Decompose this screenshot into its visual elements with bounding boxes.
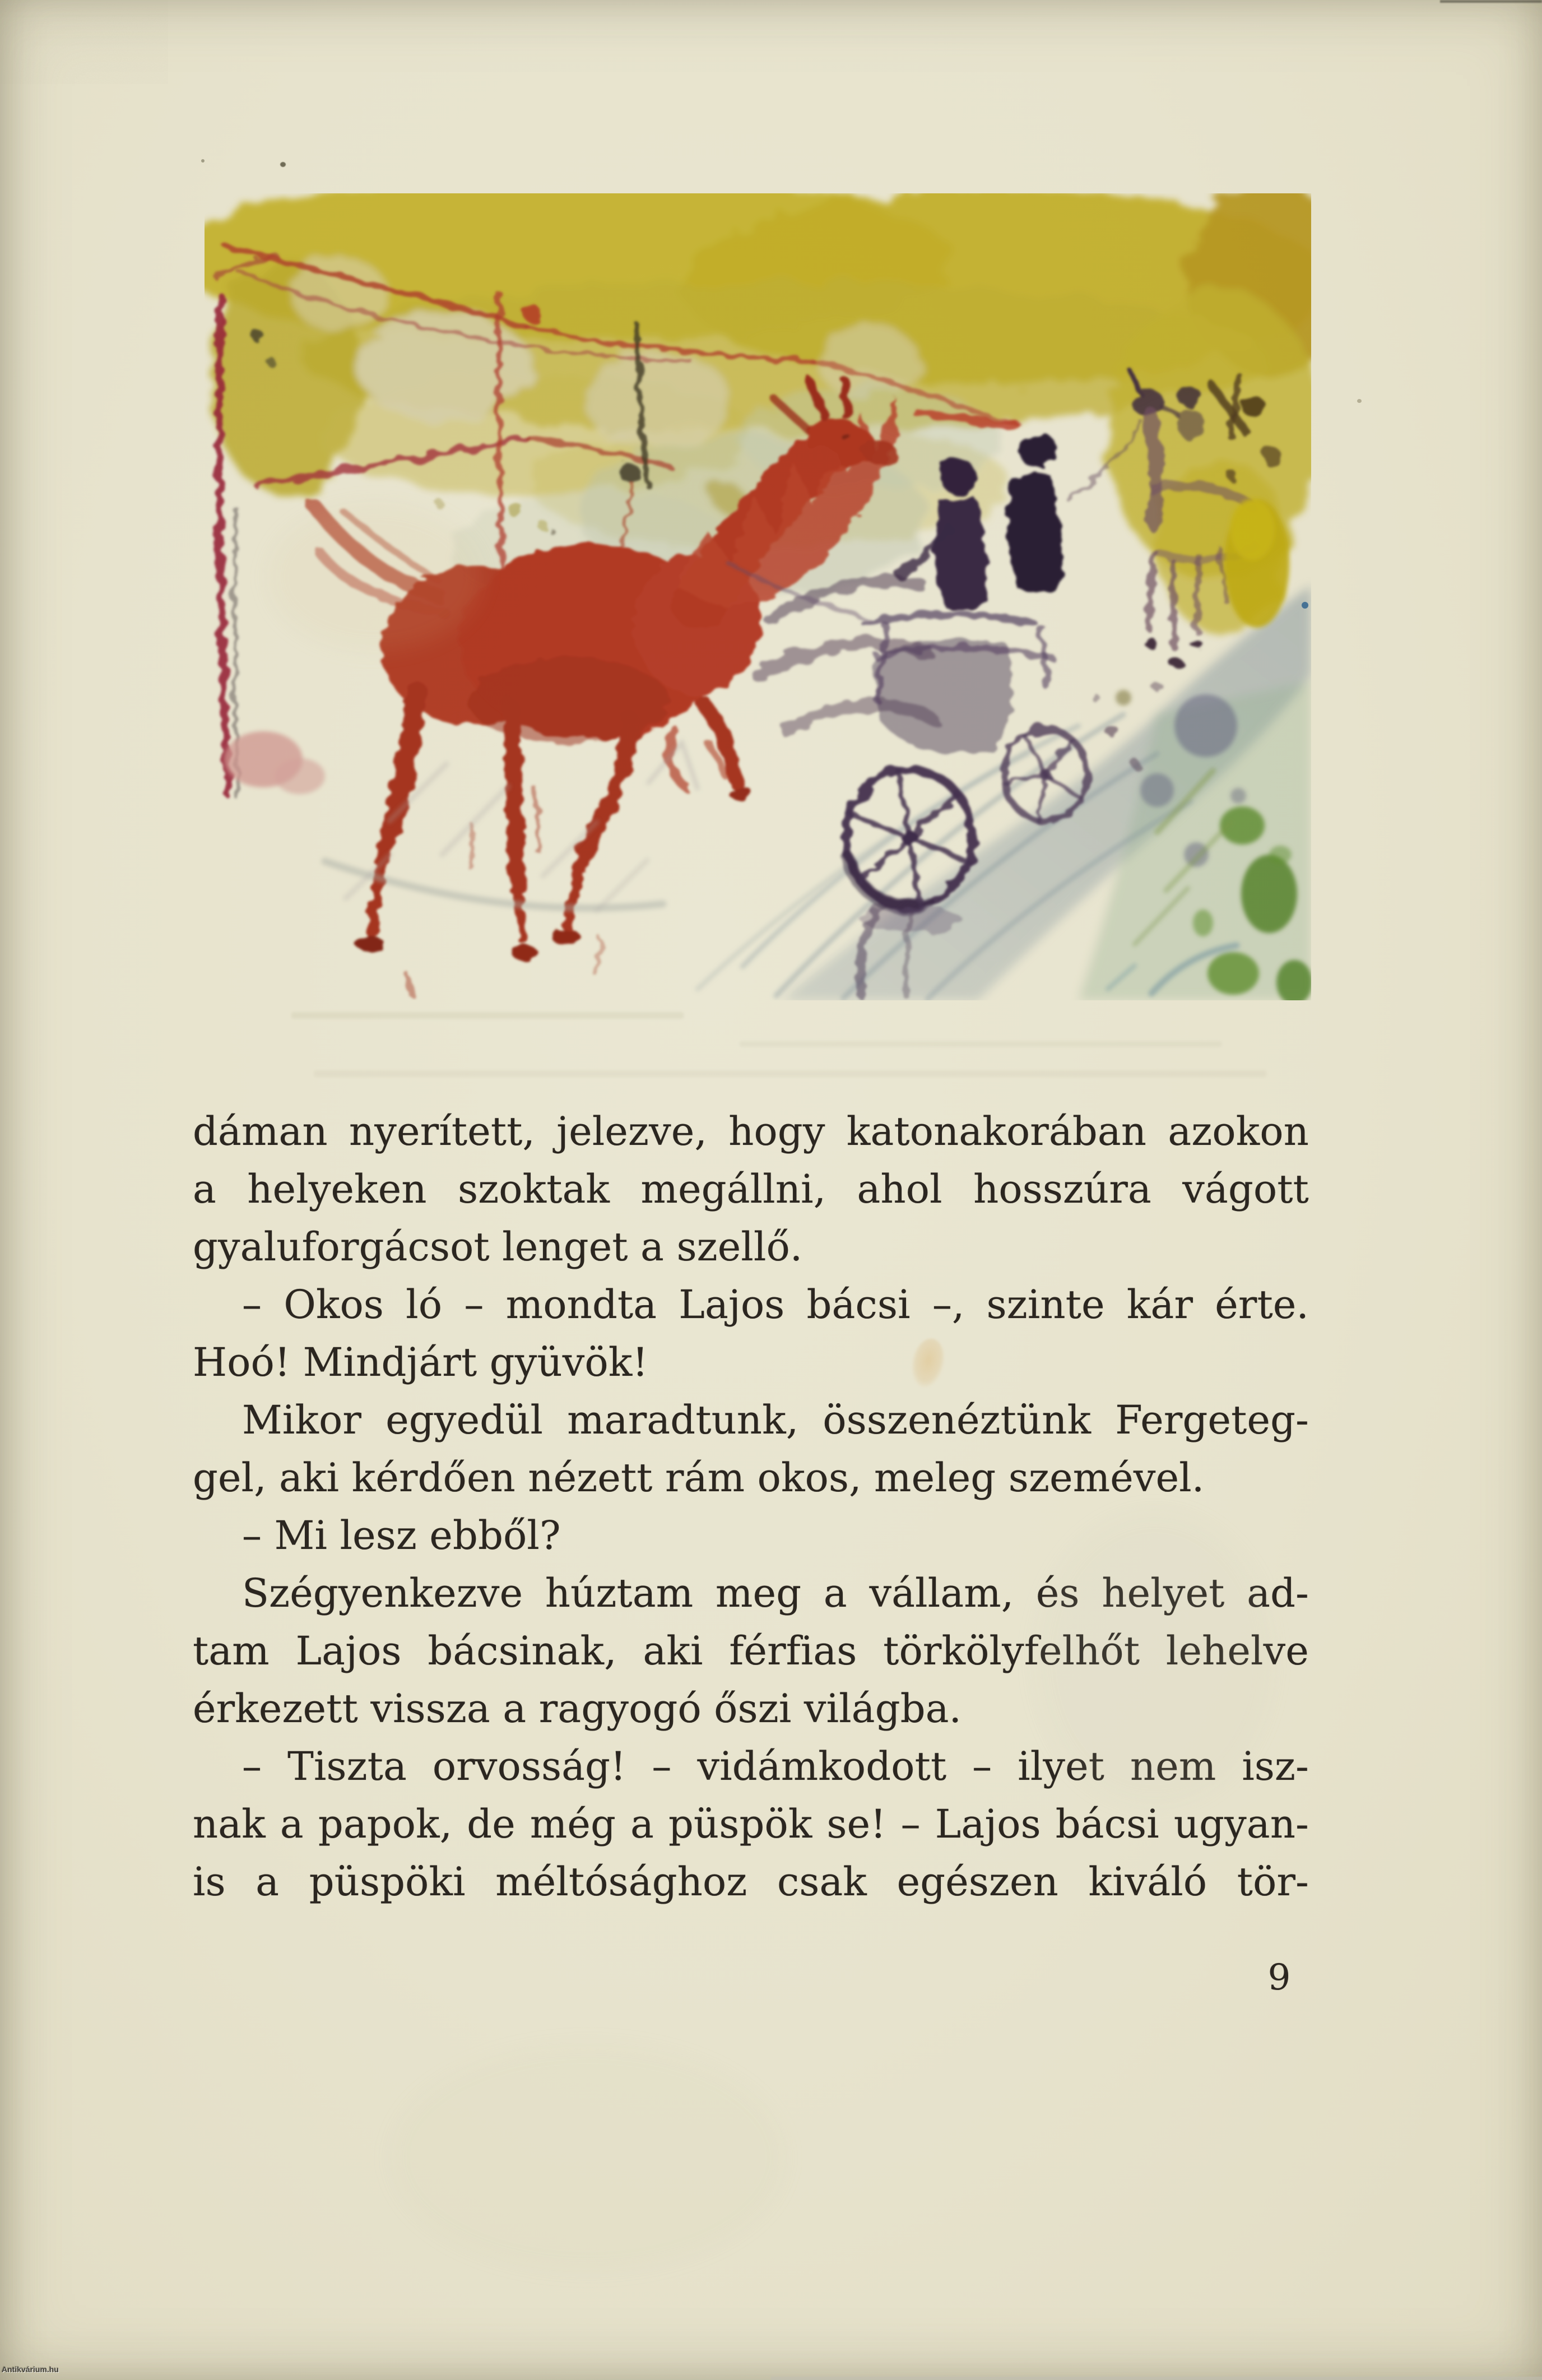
show-through <box>291 1012 684 1019</box>
watermark: Antikvárium.hu <box>2 2365 59 2374</box>
text-line: is a püspöki méltósághoz csak egészen kiváló tör- <box>193 1859 1309 1905</box>
scan-edge <box>771 2377 1542 2380</box>
text-line: gyaluforgácsot lenget a szellő. <box>193 1224 803 1270</box>
speck <box>1357 399 1362 403</box>
yellow-blob <box>1224 499 1289 628</box>
text-line: érkezett vissza a ragyogó őszi világba. <box>193 1686 962 1732</box>
text-line: – Okos ló – mondta Lajos bácsi –, szinte kár érte. <box>242 1282 1309 1328</box>
text-line: tam Lajos bácsinak, aki férfias törkölyfelhőt lehelve <box>193 1628 1309 1674</box>
page-number: 9 <box>1267 1957 1291 1998</box>
text-line: Szégyenkezve húztam meg a vállam, és helyet ad- <box>242 1570 1309 1616</box>
watercolor-illustration <box>205 193 1311 1000</box>
text-line: – Tiszta orvosság! – vidámkodott – ilyet nem isz- <box>242 1743 1309 1789</box>
show-through <box>314 1070 1266 1077</box>
illustration <box>205 193 1311 1000</box>
speck <box>201 159 205 163</box>
text-line: Mikor egyedül maradtunk, összenéztünk Fergeteg- <box>242 1397 1309 1443</box>
text-line: dáman nyerített, jelezve, hogy katonakorában azokon <box>193 1108 1309 1154</box>
body-text <box>193 1103 1309 1911</box>
text-line: gel, aki kérdően nézett rám okos, meleg szemével. <box>193 1455 1205 1501</box>
text-line: Hoó! Mindjárt gyüvök! <box>193 1339 648 1385</box>
carriage-wheel-large <box>847 769 972 907</box>
text-line: a helyeken szoktak megállni, ahol hosszúra vágott <box>193 1166 1309 1212</box>
speck <box>280 162 286 167</box>
scan-edge <box>1440 0 1542 3</box>
paper-blotch <box>392 2045 784 2270</box>
blue-fleck <box>1302 602 1308 609</box>
show-through <box>740 1041 1221 1047</box>
paper-grain <box>0 0 168 84</box>
text-line: nak a papok, de még a püspök se! – Lajos bácsi ugyan- <box>193 1801 1309 1847</box>
text-line: – Mi lesz ebből? <box>242 1513 561 1558</box>
